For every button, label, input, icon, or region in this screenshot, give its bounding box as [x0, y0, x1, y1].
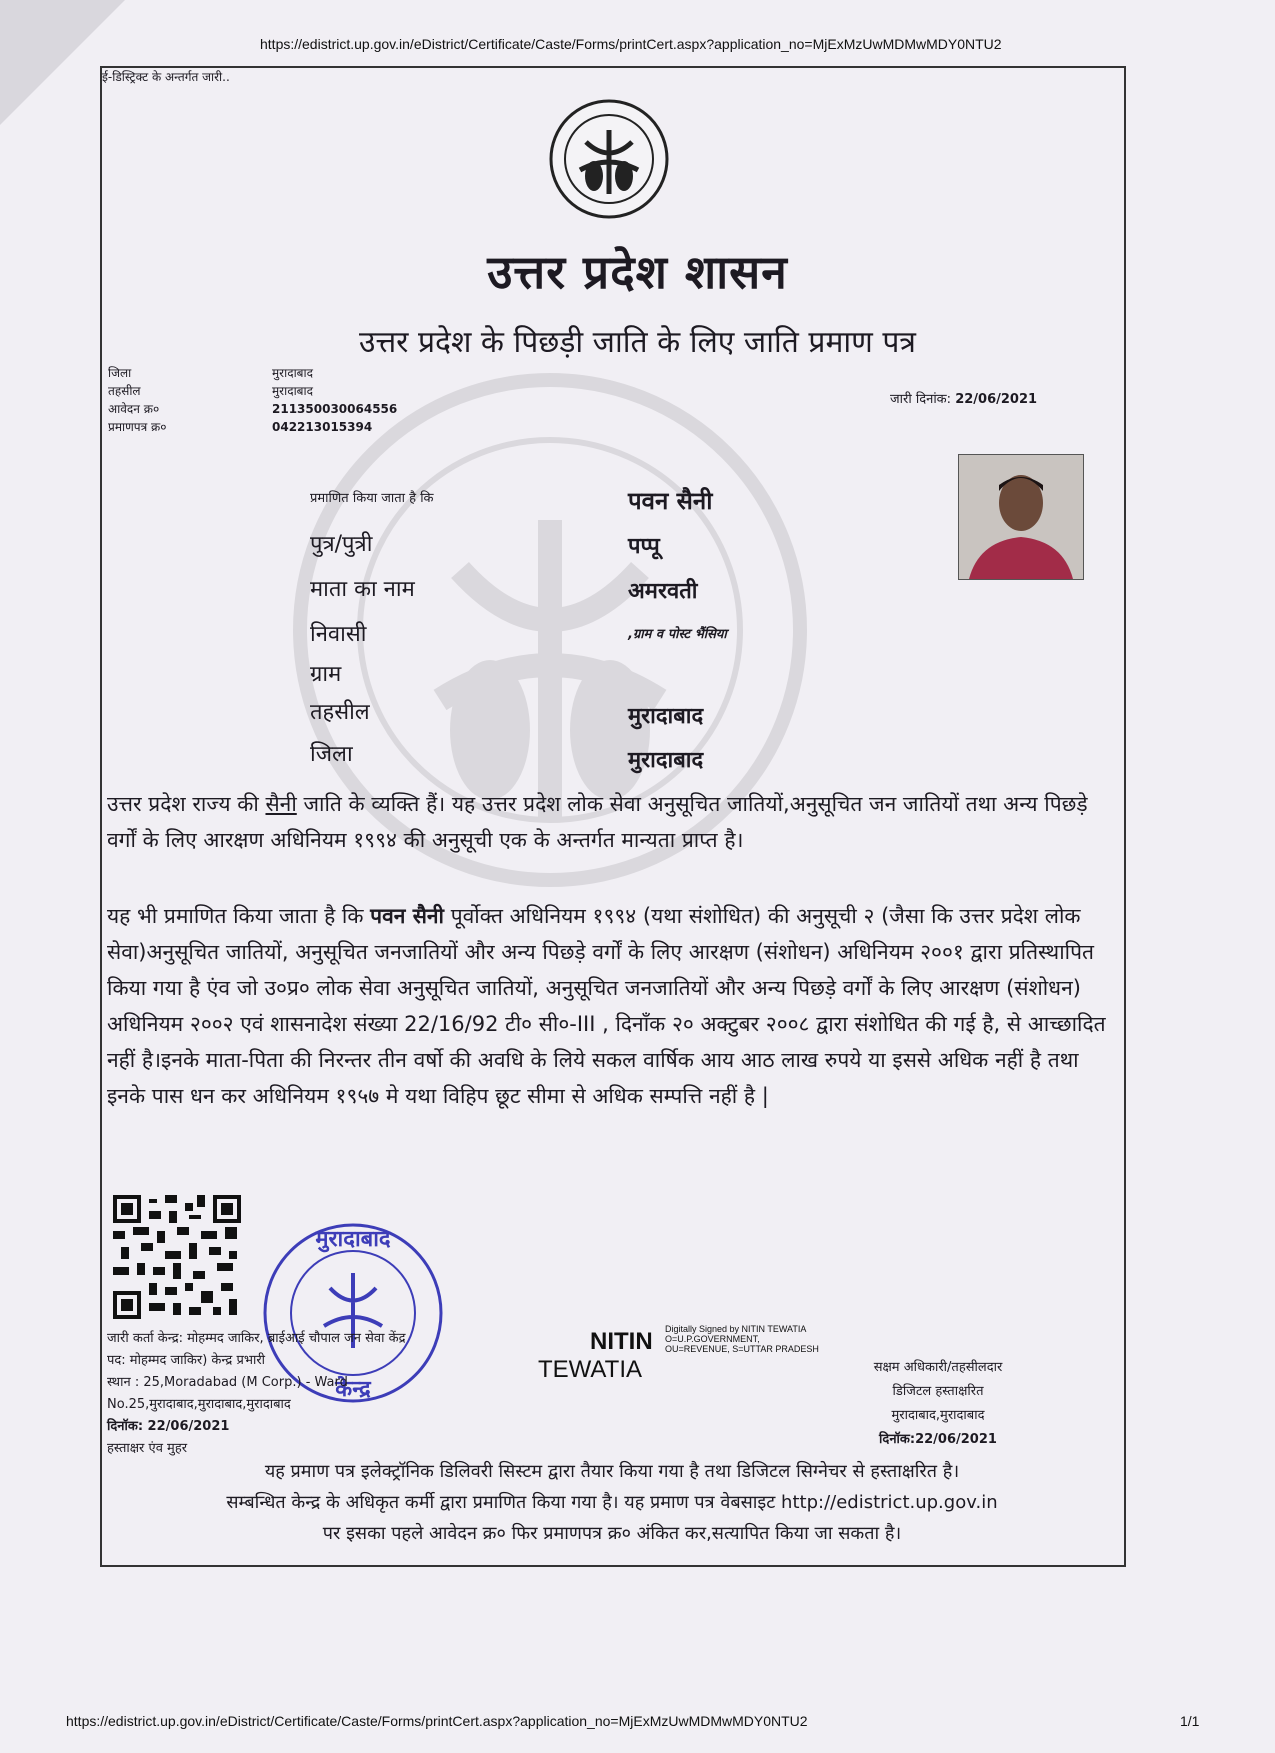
signature-detail-1: Digitally Signed by NITIN TEWATIA	[665, 1324, 807, 1334]
village-label: ग्राम	[310, 662, 342, 687]
caste-paragraph-end: जाति के व्यक्ति हैं। यह उत्तर प्रदेश लोक सेवा अनुसूचित जातियों,अनुसूचित जन जातियों तथा अन्य पिछड़े वर्गों के लिए आरक्षण अधिनियम १९९४ की अनुसूची एक के अन्तर्गत मान्यता प्राप्त है।	[107, 792, 1088, 852]
certificate-subtitle: उत्तर प्रदेश के पिछड़ी जाति के लिए जाति प्रमाण पत्र	[359, 325, 916, 360]
caste-name: सैनी	[265, 792, 297, 816]
footer-line-3: पर इसका पहले आवेदन क्र० फिर प्रमाणपत्र क्र० अंकित कर,सत्यापित किया जा सकता है।	[322, 1523, 902, 1544]
page-number: 1/1	[1180, 1713, 1200, 1729]
parent-name: पप्पू	[628, 534, 660, 559]
issuer-place-2: No.25,मुरादाबाद,मुरादाबाद,मुरादाबाद	[107, 1397, 291, 1412]
issue-date	[890, 391, 1037, 409]
eligibility-name: पवन सैनी	[370, 904, 445, 928]
mother-label: माता का नाम	[310, 577, 415, 602]
applicant-photo	[958, 454, 1084, 580]
issuer-block	[107, 1328, 537, 1460]
up-government-emblem-icon	[548, 98, 670, 220]
signature-details	[665, 1324, 825, 1354]
qr-code[interactable]	[113, 1195, 241, 1319]
resident-value: ,ग्राम व पोस्ट भैंसिया	[628, 627, 727, 642]
issue-date-value: 22/06/2021	[955, 392, 1038, 407]
authority-title: सक्षम अधिकारी/तहसीलदार	[873, 1360, 1003, 1375]
certify-label: प्रमाणित किया जाता है कि	[310, 491, 434, 506]
tehsil-value: मुरादाबाद	[272, 384, 314, 398]
certificate-number: 042213015394	[272, 420, 373, 434]
tehsil-detail-value: मुरादाबाद	[628, 704, 704, 729]
top-url[interactable]: https://edistrict.up.gov.in/eDistrict/Certificate/Caste/Forms/printCert.aspx?application_no=MjExMzUwMDMwMDY0NTU2	[260, 36, 1002, 52]
signature-detail-2: O=U.P.GOVERNMENT,	[665, 1334, 760, 1344]
corner-note: ई-डिस्ट्रिक्ट के अन्तर्गत जारी..	[102, 70, 230, 84]
application-label: आवेदन क्र०	[108, 402, 160, 416]
caste-paragraph	[107, 786, 1107, 858]
tehsil-label: तहसील	[108, 384, 141, 398]
issuer-post: पद: मोहम्मद जाकिर) केन्द्र प्रभारी	[107, 1353, 266, 1368]
issuer-sign: हस्ताक्षर एंव मुहर	[107, 1441, 188, 1456]
authority-block	[818, 1356, 1058, 1452]
meta-values	[272, 364, 532, 436]
stamp-text-bottom: केन्द्र	[335, 1377, 371, 1402]
issuer-place: स्थान : 25,Moradabad (M Corp.) - Ward	[107, 1375, 348, 1390]
eligibility-paragraph	[107, 898, 1107, 1114]
signer-name-line1: NITIN	[590, 1328, 653, 1355]
mother-name: अमरवती	[628, 579, 698, 604]
bottom-url[interactable]: https://edistrict.up.gov.in/eDistrict/Certificate/Caste/Forms/printCert.aspx?application_no=MjExMzUwMDMwMDY0NTU2	[66, 1713, 808, 1729]
authority-digital: डिजिटल हस्ताक्षरित	[892, 1384, 984, 1399]
footer-note	[100, 1456, 1124, 1549]
person-photo-icon	[959, 455, 1083, 579]
application-number: 211350030064556	[272, 402, 398, 416]
footer-line-1: यह प्रमाण पत्र इलेक्ट्रॉनिक डिलिवरी सिस्टम द्वारा तैयार किया गया है तथा डिजिटल सिग्नेचर से हस्ताक्षरित है।	[264, 1461, 960, 1482]
authority-date: दिनॉक:22/06/2021	[879, 1432, 997, 1447]
resident-label: निवासी	[310, 622, 367, 647]
parent-label: पुत्र/पुत्री	[310, 532, 373, 557]
issuer-date: दिनॉक: 22/06/2021	[107, 1419, 230, 1434]
page-title: उत्तर प्रदेश शासन	[487, 245, 788, 299]
eligibility-paragraph-start: यह भी प्रमाणित किया जाता है कि	[107, 904, 371, 928]
issuer-centre: जारी कर्ता केन्द्र: मोहम्मद जाकिर, ब्राईआई चौपाल जन सेवा केंद्र	[107, 1331, 406, 1346]
certificate-label: प्रमाणपत्र क्र०	[108, 420, 167, 434]
applicant-name: पवन सैनी	[628, 487, 713, 515]
district-value: मुरादाबाद	[272, 366, 314, 380]
authority-location: मुरादाबाद,मुरादाबाद	[891, 1408, 985, 1423]
stamp-text-top: मुरादाबाद	[315, 1227, 391, 1252]
signer-name-line2: TEWATIA	[538, 1356, 642, 1383]
eligibility-paragraph-end: पूर्वोक्त अधिनियम १९९४ (यथा संशोधित) की अनुसूची २ (जैसा कि उत्तर प्रदेश लोक सेवा)अनुसूचित जातियों, अनुसूचित जनजातियों और अन्य पिछड़े वर्गों के लिए आरक्षण (संशोधन) अधिनियम २००१ द्वारा प्रतिस्थापित किया गया है एंव जो उ०प्र० लोक सेवा अनुसूचित जातियों, अनुसूचित जनजातियों और अन्य पिछड़े वर्गों के लिए आरक्षण (संशोधन) अधिनियम २००२ एवं शासनादेश संख्या 22/16/92 टी० सी०-III , दिनाँक २० अक्टुबर २००८ द्वारा संशोधित की गई है, से आच्छादित नहीं है।इनके माता-पिता की निरन्तर तीन वर्षो की अवधि के लिये सकल वार्षिक आय आठ लाख रुपये या इससे अधिक नहीं है तथा इनके पास धन कर अधिनियम १९५७ मे यथा विहिप छूट सीमा से अधिक सम्पत्ति नहीं है |	[107, 904, 1106, 1108]
meta-labels	[108, 364, 258, 436]
caste-paragraph-start: उत्तर प्रदेश राज्य की	[107, 792, 266, 816]
issue-date-label: जारी दिनांक:	[890, 392, 952, 407]
footer-line-2: सम्बन्धित केन्द्र के अधिकृत कर्मी द्वारा प्रमाणित किया गया है। यह प्रमाण पत्र वेबसाइट http://edistrict.up.gov.in	[226, 1492, 998, 1513]
district-label: जिला	[108, 366, 132, 380]
signature-detail-3: OU=REVENUE, S=UTTAR PRADESH	[665, 1344, 819, 1354]
district-detail-label: जिला	[310, 742, 353, 767]
tehsil-detail-label: तहसील	[310, 700, 370, 725]
district-detail-value: मुरादाबाद	[628, 748, 704, 773]
